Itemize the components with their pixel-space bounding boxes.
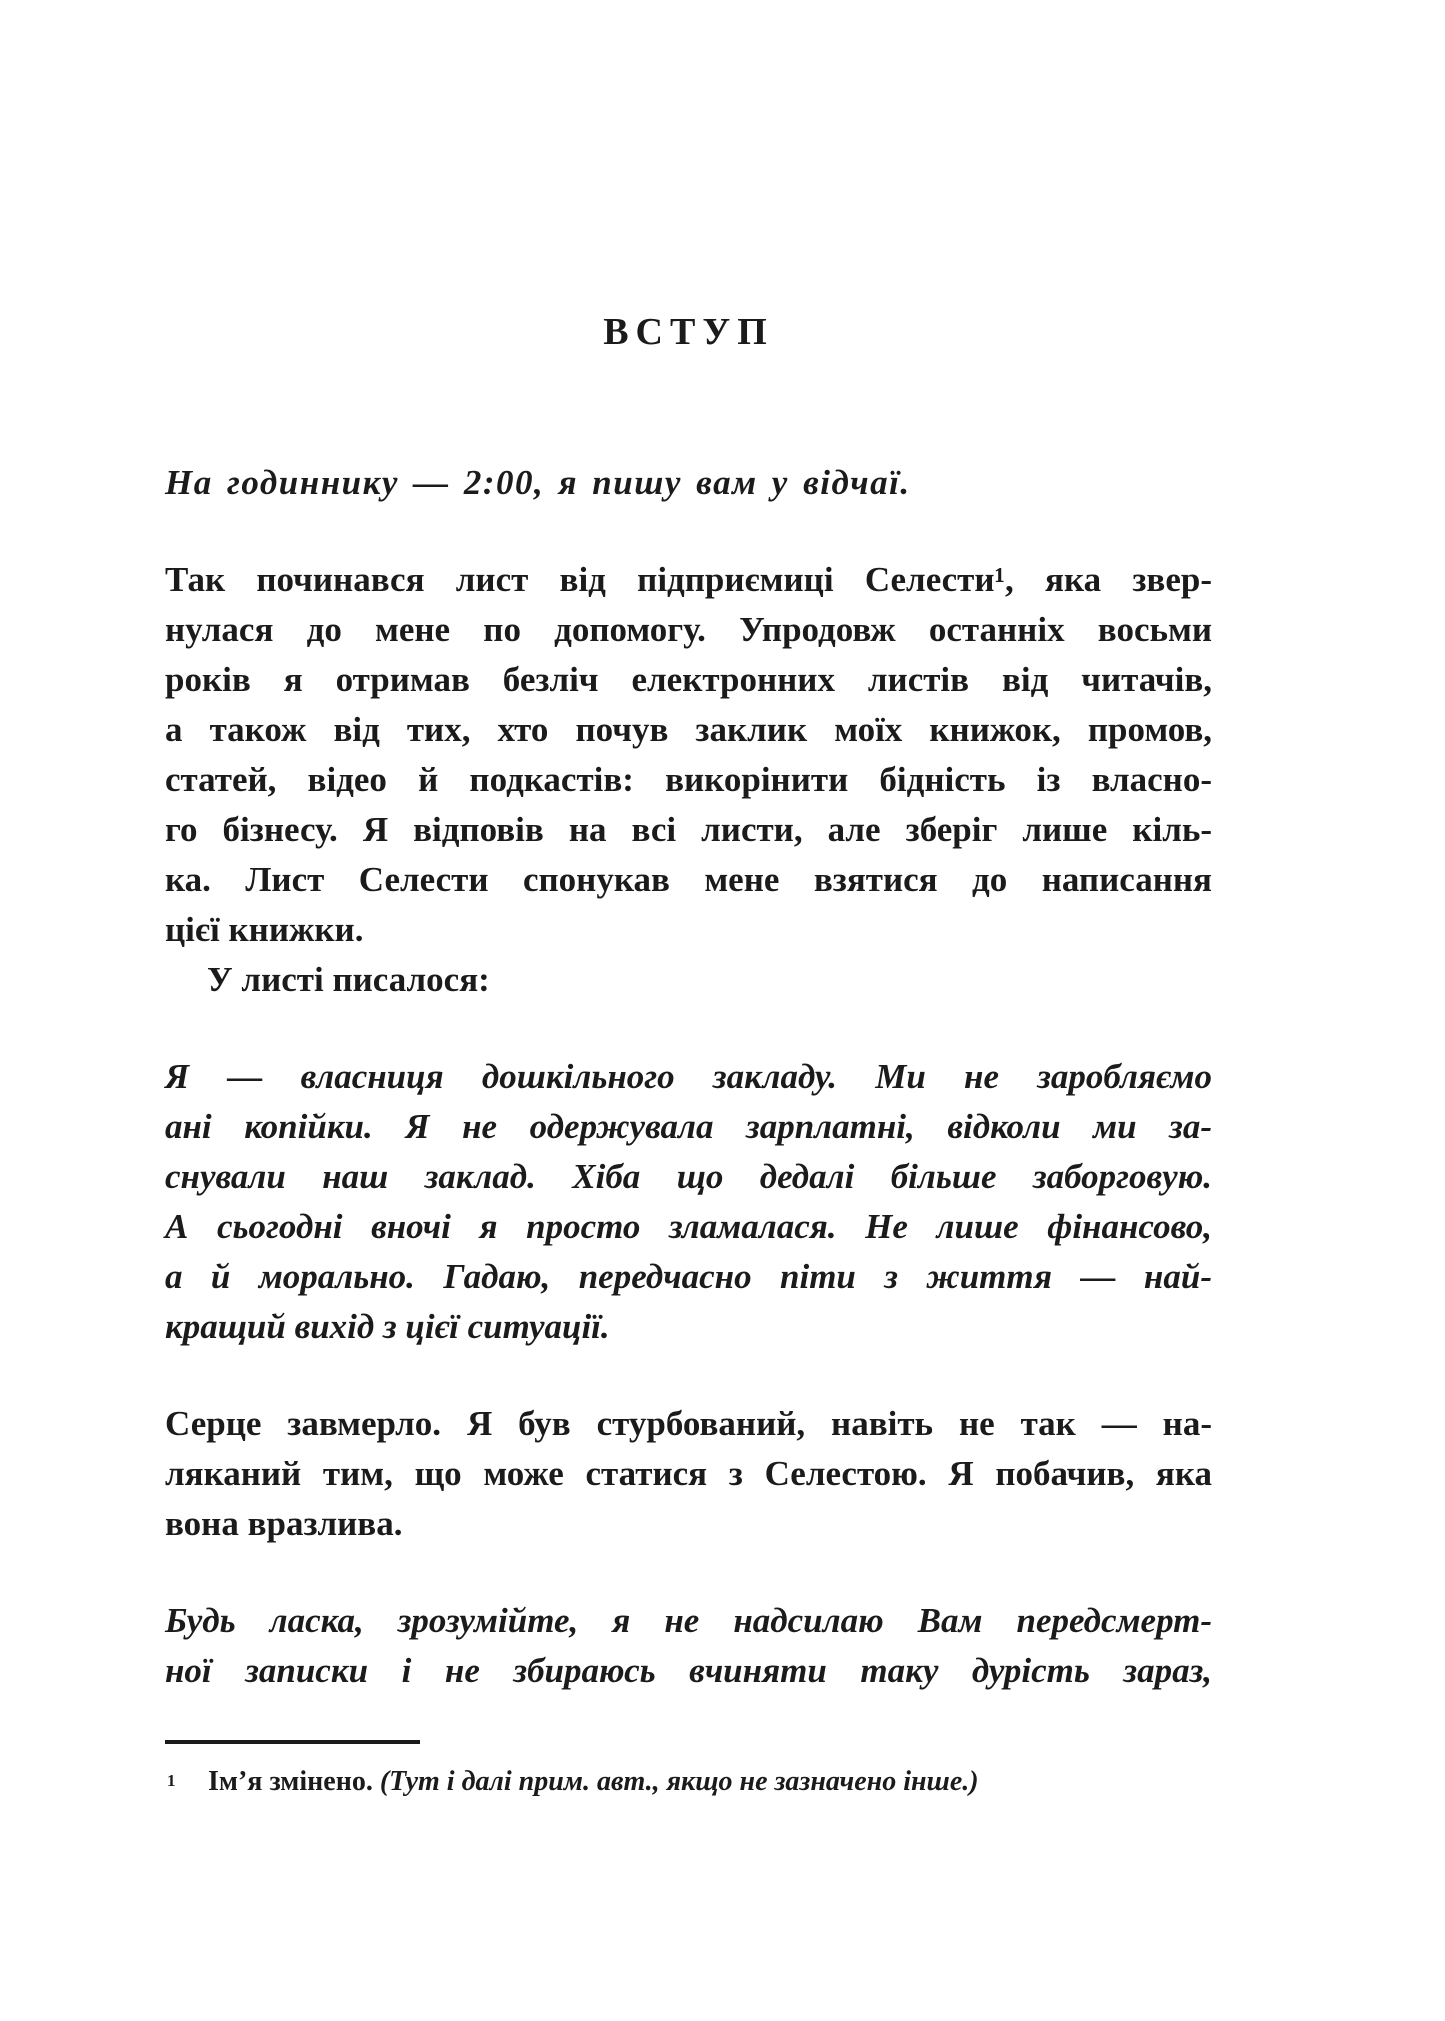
text-line: го бізнесу. Я відповів на всі листи, але зберіг лише кіль- <box>165 810 1212 849</box>
paragraph <box>165 955 1212 1005</box>
paragraph <box>165 1399 1212 1549</box>
footnote-divider <box>165 1740 420 1744</box>
text-line: Я — власниця дошкільного закладу. Ми не заробляємо <box>165 1057 1212 1096</box>
text-line: У листі писалося: <box>207 960 490 999</box>
paragraph <box>165 1052 1212 1352</box>
footnote-text-regular: Ім’я змінено. <box>208 1766 380 1797</box>
paragraph <box>165 555 1212 955</box>
paragraph <box>165 1596 1212 1696</box>
text-line: ляканий тим, що може статися з Селестою. Я побачив, яка <box>165 1454 1212 1493</box>
chapter-title: ВСТУП <box>603 311 774 353</box>
text-line: снували наш заклад. Хіба що дедалі більше заборговую. <box>165 1157 1212 1196</box>
footnote-text <box>208 1764 979 1800</box>
footnote-marker: 1 <box>167 1771 176 1790</box>
text-line: років я отримав безліч електронних листів від читачів, <box>165 660 1212 699</box>
text-line: вона вразлива. <box>165 1504 403 1543</box>
text-line: ка. Лист Селести спонукав мене взятися до написання <box>165 860 1212 899</box>
text-line: а також від тих, хто почув заклик моїх книжок, промов, <box>165 710 1212 749</box>
text-line: а й морально. Гадаю, передчасно піти з життя — най- <box>165 1257 1212 1296</box>
text-line: Серце завмерло. Я був стурбований, навіть не так — на- <box>165 1404 1212 1443</box>
text-line: Будь ласка, зрозумійте, я не надсилаю Вам передсмерт- <box>165 1601 1212 1640</box>
text-column <box>165 309 1212 1800</box>
text-line: ані копійки. Я не одержувала зарплатні, відколи ми за- <box>165 1107 1212 1146</box>
page-body <box>165 555 1212 1696</box>
text-line: Так починався лист від підприємиці Селести¹, яка звер- <box>165 560 1212 599</box>
footnote-text-italic: (Тут і далі прим. авт., якщо не зазначено інше.) <box>379 1766 979 1797</box>
text-line: статей, відео й подкастів: викорінити бідність із власно- <box>165 760 1212 799</box>
text-line: А сьогодні вночі я просто зламалася. Не лише фінансово, <box>165 1207 1212 1246</box>
text-line: кращий вихід з цієї ситуації. <box>165 1307 610 1346</box>
lead-line: На годиннику — 2:00, я пишу вам у відчаї. <box>165 463 911 502</box>
text-line: нулася до мене по допомогу. Упродовж останніх восьми <box>165 610 1212 649</box>
text-line: цієї книжки. <box>165 910 364 949</box>
footnote <box>165 1764 1212 1800</box>
text-line: ної записки і не збираюсь вчиняти таку дурість зараз, <box>165 1651 1212 1690</box>
